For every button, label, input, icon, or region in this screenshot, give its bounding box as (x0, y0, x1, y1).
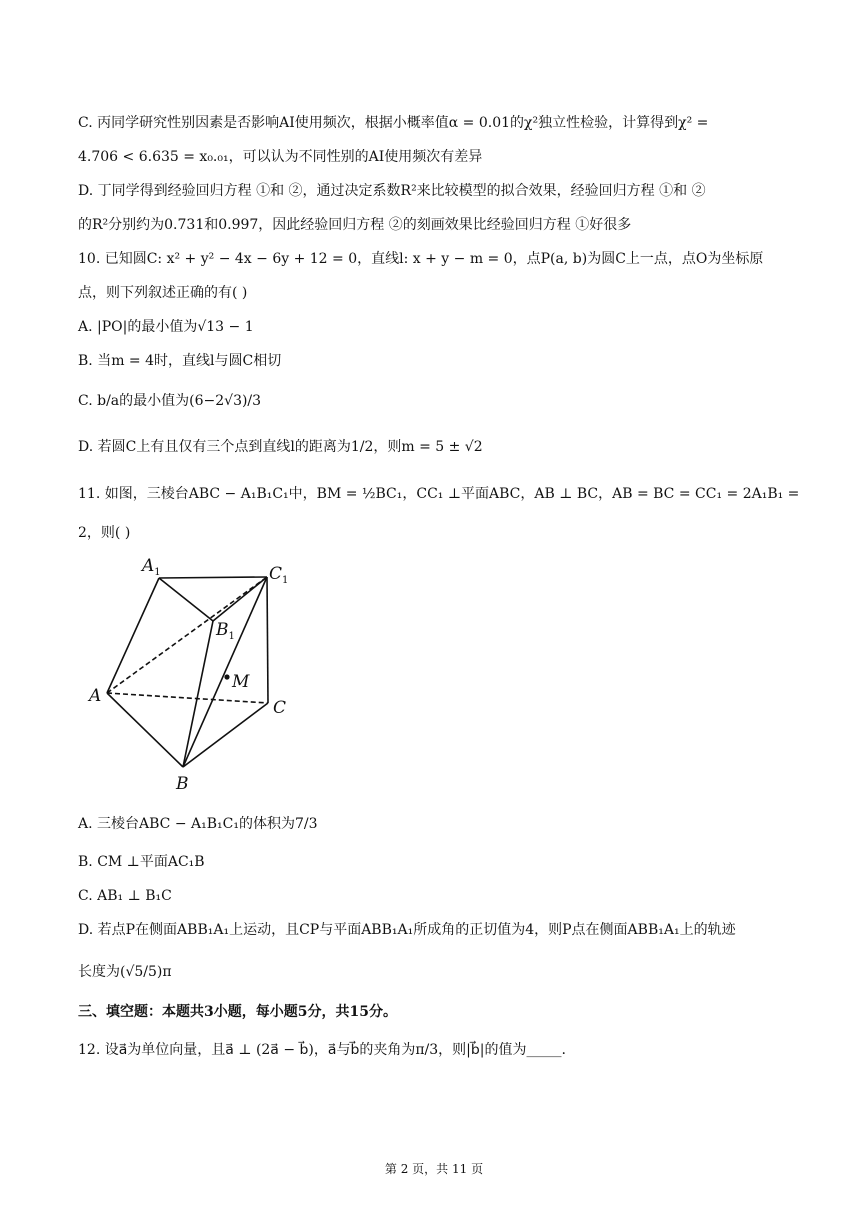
q9-option-c-line2: 4.706 < 6.635 = x₀.₀₁，可以认为不同性别的AI使用频次有差异 (78, 149, 483, 165)
edge-a1-c1 (159, 577, 267, 578)
edge-a1-b1 (159, 578, 213, 621)
q9-option-d-line1: D. 丁同学得到经验回归方程 ①和 ②，通过决定系数R²来比较模型的拟合效果，经验回归方程 ①和 ② (78, 183, 706, 199)
q11-option-d-line2: 长度为(√5/5)π (78, 964, 172, 980)
edge-b-c (183, 703, 268, 767)
q11-option-a: A. 三棱台ABC − A₁B₁C₁的体积为7/3 (78, 816, 318, 832)
label-b: B (176, 774, 189, 794)
q10-option-a: A. |PO|的最小值为√13 − 1 (78, 319, 254, 335)
q9-option-d-line2: 的R²分别约为0.731和0.997，因此经验回归方程 ②的刻画效果比经验回归方程 ①好很多 (78, 217, 632, 233)
q11-option-b: B. CM ⊥平面AC₁B (78, 854, 205, 870)
edge-a-c-hidden (107, 693, 268, 703)
q10-stem-line1: 10. 已知圆C: x² + y² − 4x − 6y + 12 = 0，直线l: x + y − m = 0，点P(a, b)为圆C上一点，点O为坐标原 (78, 251, 764, 267)
edge-a-b (107, 693, 183, 767)
edge-b-b1 (183, 621, 213, 767)
label-c: C (273, 698, 287, 718)
q10-stem-line2: 点，则下列叙述正确的有( ) (78, 285, 248, 301)
edge-c-c1 (267, 577, 268, 703)
edge-b-c1 (183, 577, 267, 767)
point-m (224, 674, 229, 679)
frustum-diagram (80, 555, 320, 795)
section-heading-fill-in: 三、填空题：本题共3小题，每小题5分，共15分。 (78, 1004, 397, 1020)
q10-option-d: D. 若圆C上有且仅有三个点到直线l的距离为1/2，则m = 5 ± √2 (78, 439, 483, 455)
frustum-figure (80, 555, 320, 795)
page-footer: 第 2 页，共 11 页 (384, 1162, 484, 1176)
q11-option-d-line1: D. 若点P在侧面ABB₁A₁上运动，且CP与平面ABB₁A₁所成角的正切值为4，则P点在侧面ABB₁A₁上的轨迹 (78, 922, 736, 938)
q9-option-c-line1: C. 丙同学研究性别因素是否影响AI使用频次，根据小概率值α = 0.01的χ²独立性检验，计算得到χ² = (78, 115, 709, 131)
edge-a-a1 (107, 578, 159, 693)
label-b1: $B_1$ (216, 620, 235, 642)
q10-option-c: C. b/a的最小值为(6−2√3)/3 (78, 393, 262, 409)
label-a1: $A_1$ (142, 556, 161, 578)
q11-stem-line2: 2，则( ) (78, 525, 131, 541)
q11-option-c: C. AB₁ ⊥ B₁C (78, 888, 172, 904)
q11-stem-line1: 11. 如图，三棱台ABC − A₁B₁C₁中，BM = ½BC₁，CC₁ ⊥平面ABC，AB ⊥ BC，AB = BC = CC₁ = 2A₁B₁ = (78, 486, 800, 502)
label-a: A (89, 686, 102, 706)
q10-option-b: B. 当m = 4时，直线l与圆C相切 (78, 353, 282, 369)
label-m: M (232, 672, 250, 692)
q12-stem: 12. 设a⃗为单位向量，且a⃗ ⊥ (2a⃗ − b⃗)，a⃗与b⃗的夹角为π/3，则|b⃗|的值为_____. (78, 1042, 566, 1058)
label-c1: $C_1$ (269, 564, 289, 586)
